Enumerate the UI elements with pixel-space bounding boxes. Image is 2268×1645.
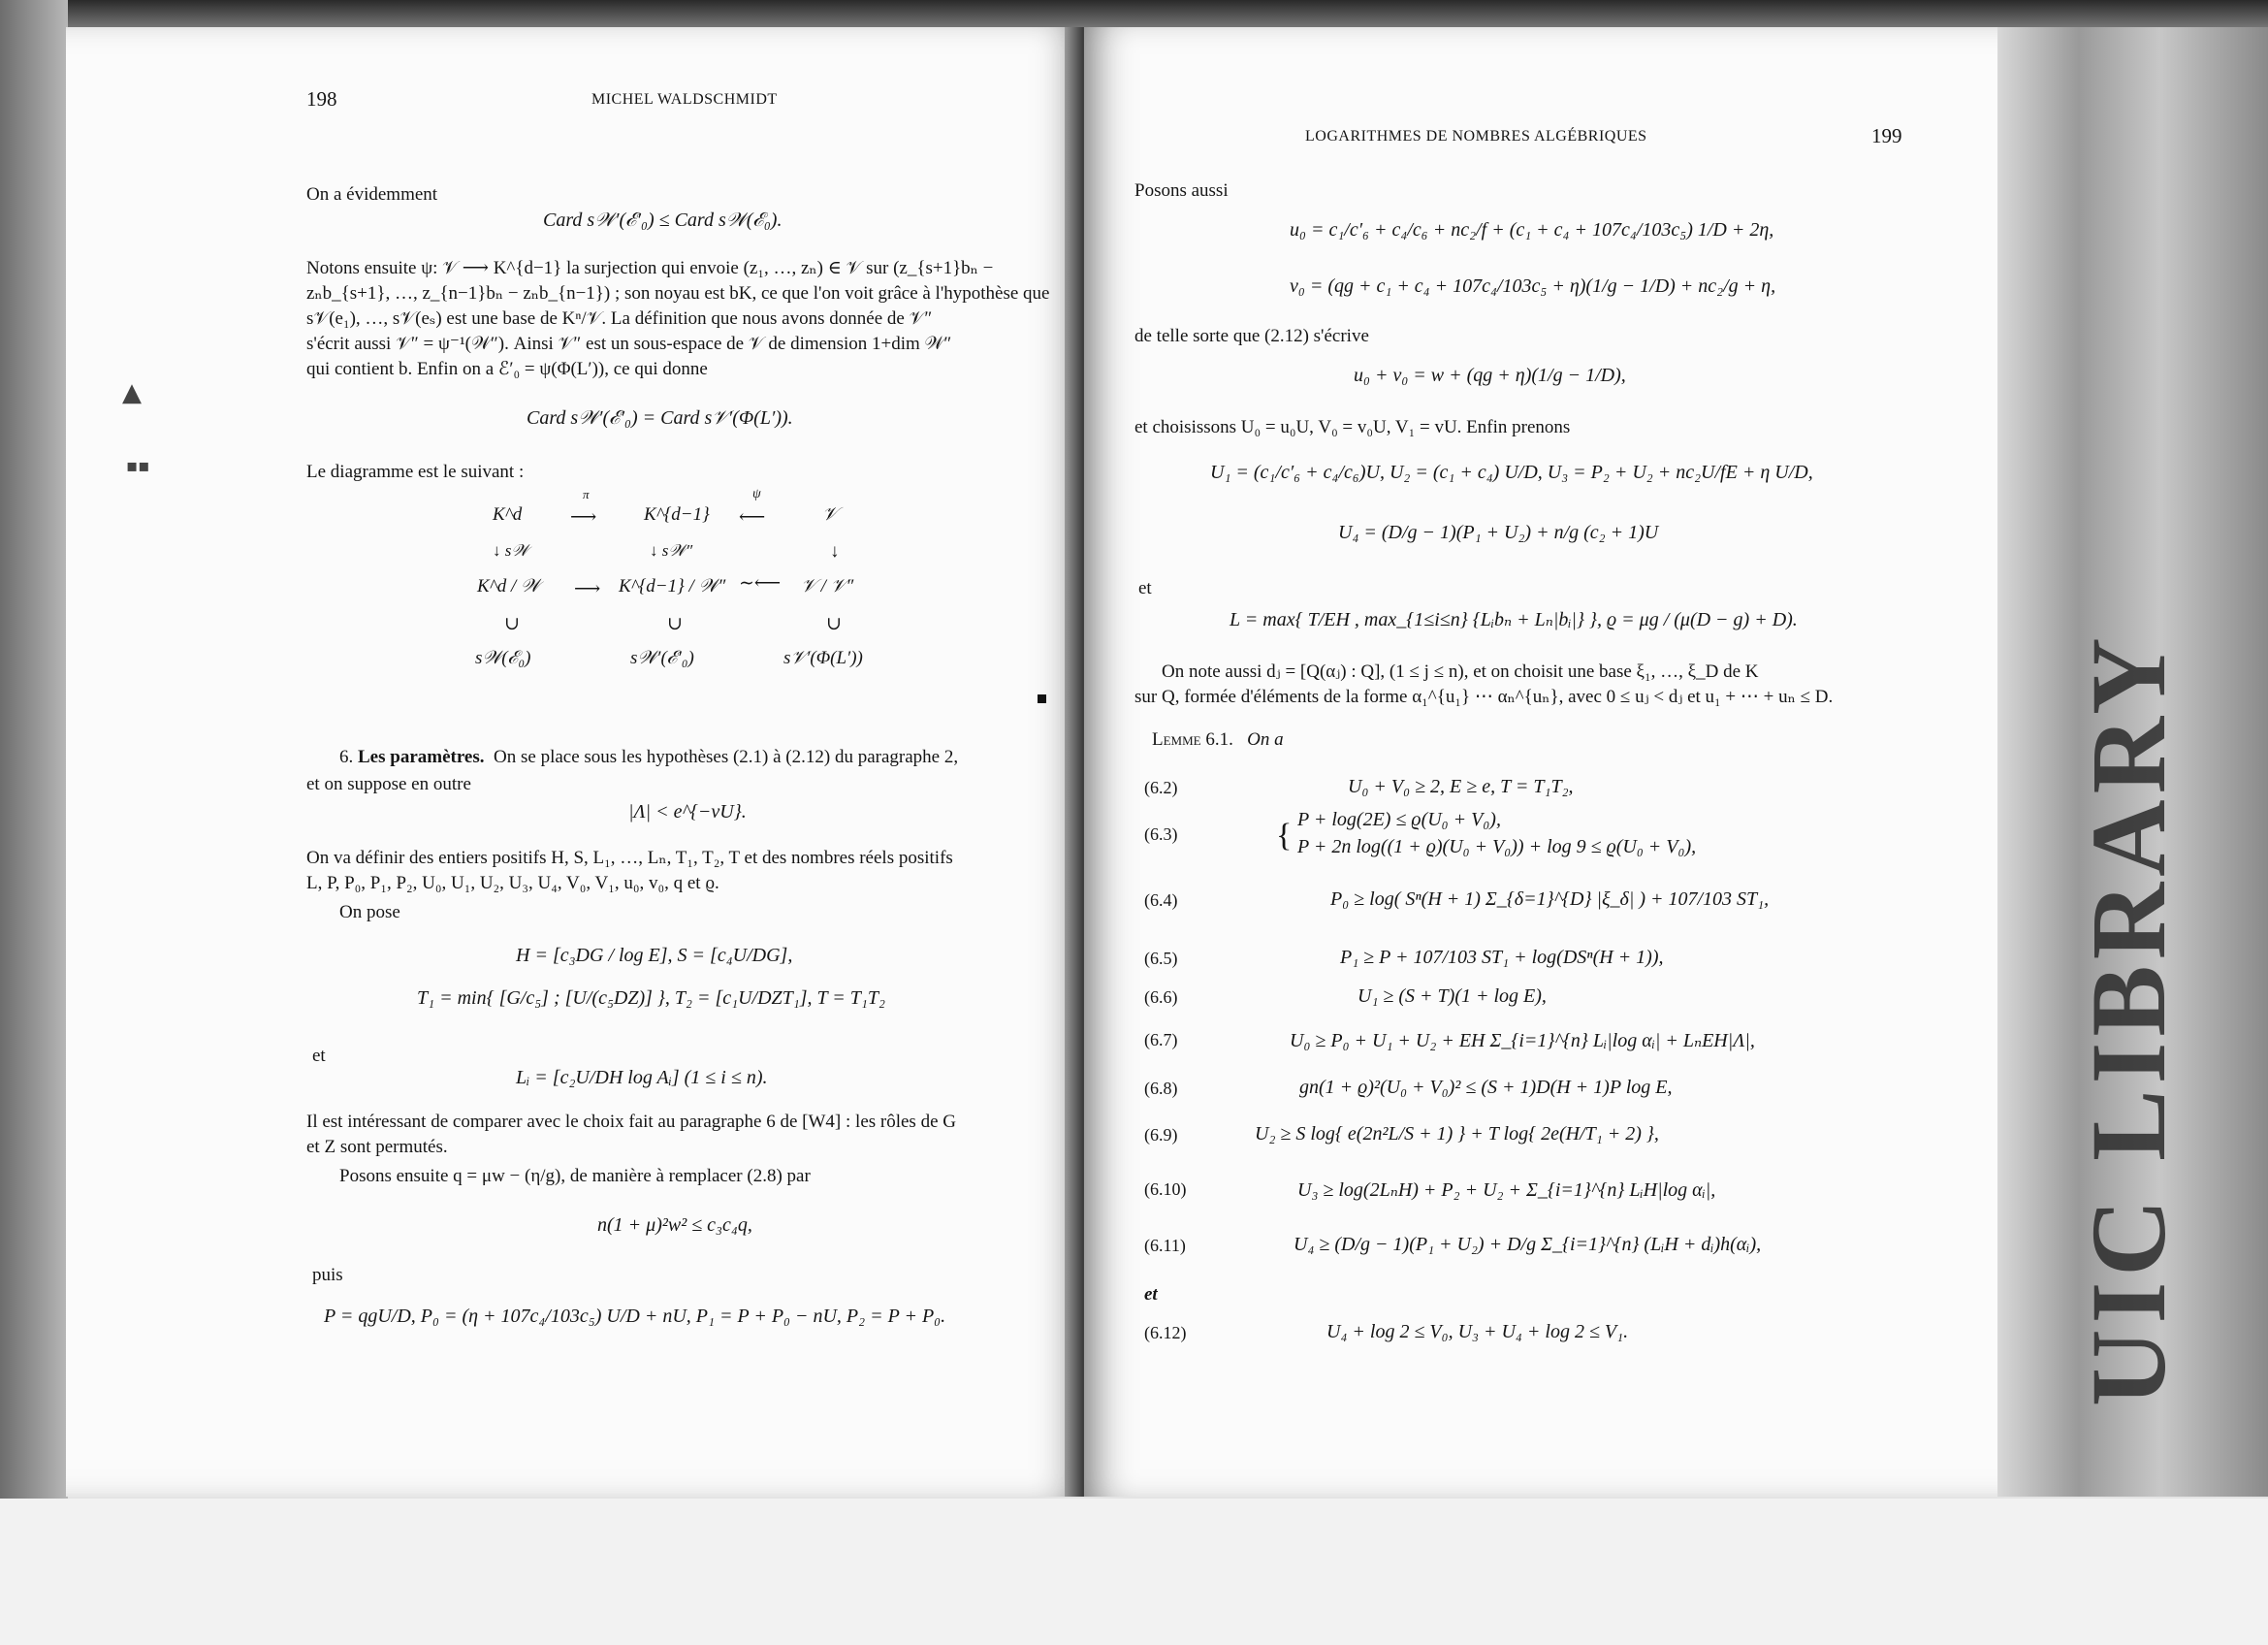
- eqnum-6-5: (6.5): [1144, 949, 1178, 968]
- diagram-sV-Phi: s𝒱′(Φ(L′)): [783, 648, 863, 668]
- equation-u0: u₀ = c₁/c′₆ + c₄/c₆ + nc₂/f + (c₁ + c₄ + 107c₄/103c₅) 1/D + 2η,: [1290, 219, 1774, 241]
- equation-Li: Lᵢ = [c₂U/DH log Aᵢ] (1 ≤ i ≤ n).: [516, 1067, 768, 1088]
- diagram-Kd-1-W: K^{d−1} / 𝒲″: [619, 576, 726, 597]
- diagram-V: 𝒱: [822, 504, 838, 525]
- right-page-number: 199: [1871, 124, 1902, 147]
- diagram-sW-E0: s𝒲(ℰ₀): [475, 648, 531, 668]
- section-intro: On se place sous les hypothèses (2.1) à (2.12) du paragraphe 2,: [494, 747, 959, 767]
- notons-line-2: zₙb_{s+1}, …, z_{n−1}bₙ − zₙb_{n−1}) ; son noyau est bK, ce que l'on voit grâce à l'hypothèse que: [306, 283, 1050, 304]
- equation-v0: v₀ = (qg + c₁ + c₄ + 107c₄/103c₅ + η)(1/g − 1/D) + nc₂/g + η,: [1290, 275, 1776, 297]
- et-2: et: [1138, 578, 1152, 598]
- eqnum-6-3: (6.3): [1144, 824, 1178, 844]
- diagram-down-V: ↓: [830, 541, 840, 562]
- eqnum-6-11: (6.11): [1144, 1236, 1186, 1255]
- equation-U4: U₄ = (D/g − 1)(P₁ + U₂) + n/g (c₂ + 1)U: [1338, 522, 1659, 543]
- eqnum-6-9: (6.9): [1144, 1125, 1178, 1145]
- diagram-intro: Le diagramme est le suivant :: [306, 462, 525, 482]
- diagram-label-psi: ψ: [752, 487, 761, 501]
- left-page-number: 198: [306, 87, 337, 111]
- on-pose: On pose: [339, 902, 400, 922]
- section-intro-2: et on suppose en outre: [306, 774, 471, 794]
- library-stamp-text: UIC LIBRARY: [2069, 631, 2188, 1406]
- posons-ensuite: Posons ensuite q = μw − (η/g), de manière à remplacer (2.8) par: [339, 1166, 811, 1186]
- diagram-arrow-pi: ⟶: [570, 507, 597, 528]
- diagram-cup-3: ∪: [826, 614, 842, 634]
- equation-L-max: L = max{ T/EH , max_{1≤i≤n} {Lᵢbₙ + Lₙ|bᵢ|} }, ϱ = μg / (μ(D − g) + D).: [1230, 609, 1798, 630]
- eqnum-6-12: (6.12): [1144, 1323, 1187, 1342]
- eqnum-6-6: (6.6): [1144, 987, 1178, 1007]
- notons-line-3: s𝒱(e₁), …, s𝒱(eₛ) est une base de Kⁿ/𝒱. La définition que nous avons donnée de 𝒱″: [306, 308, 933, 329]
- lemma-eq-6-10: U₃ ≥ log(2LₙH) + P₂ + U₂ + Σ_{i=1}^{n} LᵢH|log αᵢ|,: [1297, 1179, 1716, 1201]
- diagram-cup-2: ∪: [667, 614, 683, 634]
- eqnum-6-2: (6.2): [1144, 778, 1178, 797]
- lemma-heading: [1152, 727, 1284, 753]
- scan-border-top: [0, 0, 2268, 29]
- notons-line-1: Notons ensuite ψ: 𝒱 ⟶ K^{d−1} la surjection qui envoie (z₁, …, zₙ) ∈ 𝒱 sur (z_{s+1}bₙ −: [306, 258, 994, 278]
- diagram-arrow-2: ⟶: [574, 579, 601, 599]
- left-margin-mark-2: ▪▪: [126, 456, 150, 476]
- lemma-eq-6-5: P₁ ≥ P + 107/103 ST₁ + log(DSⁿ(H + 1)),: [1340, 947, 1664, 968]
- diagram-label-pi: π: [583, 487, 590, 501]
- lemma-eq-6-6: U₁ ≥ (S + T)(1 + log E),: [1358, 985, 1547, 1007]
- equation-P: P = qgU/D, P₀ = (η + 107c₄/103c₅) U/D + nU, P₁ = P + P₀ − nU, P₂ = P + P₀.: [324, 1306, 946, 1327]
- notons-line-5: qui contient b. Enfin on a ℰ′₀ = ψ(Φ(L′)), ce qui donne: [306, 359, 708, 379]
- qed-square: [1038, 694, 1046, 703]
- left-running-header: MICHEL WALDSCHMIDT: [591, 91, 778, 108]
- note-line-1: On note aussi dⱼ = [Q(αⱼ) : Q], (1 ≤ j ≤ n), et on choisit une base ξ₁, …, ξ_D de K: [1162, 661, 1759, 682]
- diagram-arrow-psi: ⟵: [739, 507, 766, 528]
- left-page: [66, 27, 1084, 1497]
- right-running-header: LOGARITHMES DE NOMBRES ALGÉBRIQUES: [1305, 128, 1647, 145]
- lemma-eq-6-8: gn(1 + ϱ)²(U₀ + V₀)² ≤ (S + 1)D(H + 1)P log E,: [1299, 1077, 1673, 1098]
- diagram-sW-E0p: s𝒲′(ℰ′₀): [630, 648, 694, 668]
- eqnum-6-8: (6.8): [1144, 1079, 1178, 1098]
- card-equation-2: Card s𝒲′(ℰ′₀) = Card s𝒱′(Φ(L′)).: [527, 407, 793, 429]
- define-line-1: On va définir des entiers positifs H, S, L₁, …, Lₙ, T₁, T₂, T et des nombres réels positifs: [306, 848, 953, 868]
- brace-6-3: {: [1276, 818, 1293, 854]
- equation-u0-v0: u₀ + v₀ = w + (qg + η)(1/g − 1/D),: [1354, 365, 1626, 386]
- diagram-down-sW2: ↓ s𝒲″: [650, 541, 693, 560]
- define-line-2: L, P, P₀, P₁, P₂, U₀, U₁, U₂, U₃, U₄, V₀, V₁, u₀, v₀, q et ϱ.: [306, 873, 719, 893]
- diagram-arrow-iso: ∼⟵: [739, 573, 782, 594]
- equation-U1-U3: U₁ = (c₁/c′₆ + c₄/c₆)U, U₂ = (c₁ + c₄) U/D, U₃ = P₂ + U₂ + nc₂U/fE + η U/D,: [1210, 462, 1813, 483]
- compare-line-1: Il est intéressant de comparer avec le choix fait au paragraphe 6 de [W4] : les rôles de G: [306, 1112, 956, 1132]
- lemma-eq-6-3a: P + log(2E) ≤ ϱ(U₀ + V₀),: [1297, 809, 1501, 830]
- scan-bottom-margin: [0, 1499, 2268, 1645]
- evidemment-text: On a évidemment: [306, 184, 438, 205]
- compare-line-2: et Z sont permutés.: [306, 1137, 448, 1157]
- lemma-eq-6-3b: P + 2n log((1 + ϱ)(U₀ + V₀)) + log 9 ≤ ϱ(U₀ + V₀),: [1297, 836, 1697, 857]
- eqnum-6-10: (6.10): [1144, 1179, 1187, 1199]
- note-line-2: sur Q, formée d'éléments de la forme α₁^{u₁} ⋯ αₙ^{uₙ}, avec 0 ≤ uⱼ < dⱼ et u₁ + ⋯ + uₙ ≤ D.: [1134, 687, 1834, 707]
- lambda-inequality: |Λ| < e^{−vU}.: [628, 801, 747, 822]
- lemma-eq-6-2: U₀ + V₀ ≥ 2, E ≥ e, T = T₁T₂,: [1348, 776, 1574, 797]
- equation-n-mu: n(1 + μ)²w² ≤ c₃c₄q,: [597, 1214, 752, 1236]
- equation-H-S: H = [c₃DG / log E], S = [c₄U/DG],: [516, 945, 793, 966]
- choisissons: et choisissons U₀ = u₀U, V₀ = v₀U, V₁ = vU. Enfin prenons: [1134, 417, 1571, 437]
- diagram-V-V: 𝒱 / 𝒱″: [801, 576, 854, 597]
- equation-T: T₁ = min{ [G/c₅] ; [U/(c₅DZ)] }, T₂ = [c₁U/DZT₁], T = T₁T₂: [417, 987, 885, 1009]
- et-3: et: [1144, 1284, 1158, 1305]
- diagram-Kd: K^d: [493, 504, 523, 525]
- lemma-eq-6-9: U₂ ≥ S log{ e(2n²L/S + 1) } + T log{ 2e(H/T₁ + 2) },: [1255, 1123, 1659, 1145]
- lemma-eq-6-7: U₀ ≥ P₀ + U₁ + U₂ + EH Σ_{i=1}^{n} Lᵢ|log αᵢ| + LₙEH|Λ|,: [1290, 1030, 1755, 1051]
- et-1: et: [312, 1046, 326, 1066]
- section-title: Les paramètres.: [358, 747, 485, 767]
- left-margin-mark: ▲: [122, 378, 142, 407]
- lemma-text: On a: [1247, 729, 1284, 750]
- posons-aussi: Posons aussi: [1134, 180, 1229, 201]
- eqnum-6-4: (6.4): [1144, 890, 1178, 910]
- notons-line-4: s'écrit aussi 𝒱″ = ψ⁻¹(𝒲″). Ainsi 𝒱″ est un sous-espace de 𝒱 de dimension 1+dim 𝒲″: [306, 334, 952, 354]
- puis: puis: [312, 1265, 343, 1285]
- de-telle-sorte: de telle sorte que (2.12) s'écrive: [1134, 326, 1369, 346]
- lemma-label: Lemme 6.1.: [1152, 729, 1233, 750]
- card-equation-1: Card s𝒲′(ℰ′₀) ≤ Card s𝒲(ℰ₀).: [543, 210, 783, 231]
- right-page: [1084, 27, 2054, 1497]
- section-6-heading: [339, 745, 958, 770]
- eqnum-6-7: (6.7): [1144, 1030, 1178, 1049]
- scan-border-left: [0, 0, 68, 1645]
- diagram-Kd-1: K^{d−1}: [644, 504, 710, 525]
- lemma-eq-6-4: P₀ ≥ log( Sⁿ(H + 1) Σ_{δ=1}^{D} |ξ_δ| ) + 107/103 ST₁,: [1330, 888, 1770, 910]
- lemma-eq-6-12: U₄ + log 2 ≤ V₀, U₃ + U₄ + log 2 ≤ V₁.: [1326, 1321, 1629, 1342]
- diagram-Kd-W: K^d / 𝒲: [477, 576, 540, 597]
- lemma-eq-6-11: U₄ ≥ (D/g − 1)(P₁ + U₂) + D/g Σ_{i=1}^{n} (LᵢH + dᵢ)h(αᵢ),: [1294, 1234, 1762, 1255]
- diagram-down-sW: ↓ s𝒲: [493, 541, 529, 560]
- section-number: 6.: [339, 747, 354, 767]
- diagram-cup-1: ∪: [504, 614, 520, 634]
